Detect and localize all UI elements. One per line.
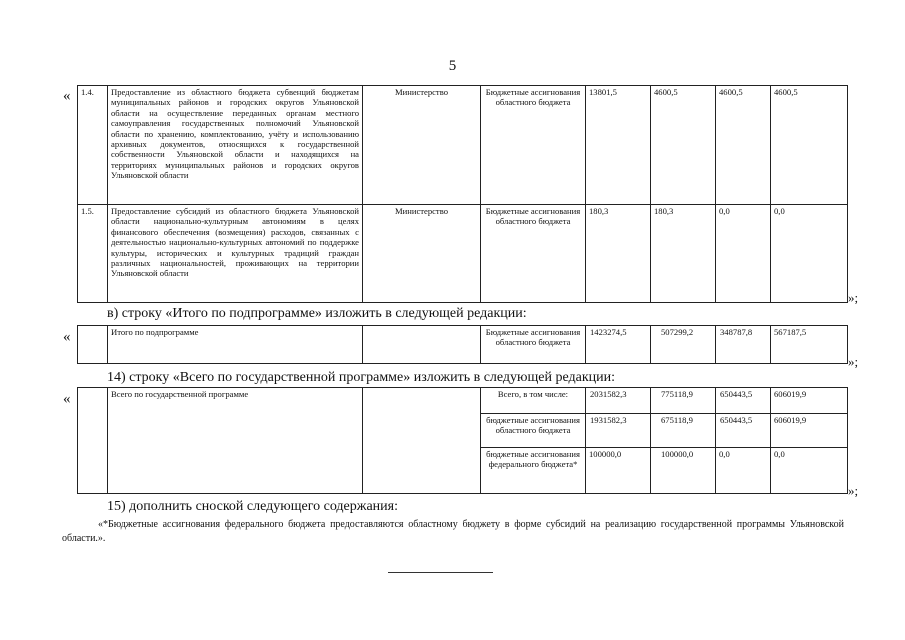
row-year1: 775118,9: [651, 388, 716, 414]
row-year3: 0,0: [771, 205, 848, 303]
row-label: Всего по государственной программе: [108, 388, 363, 494]
footnote-text: «*Бюджетные ассигнования федерального бюджета предоставляются областному бюджету в форме субсидий на реализацию государственной программы Ульяновской области.».: [62, 519, 844, 544]
row-year2: 0,0: [716, 205, 771, 303]
row-funding-source: Бюджетные ассигнования областного бюджета: [481, 205, 586, 303]
page-number: 5: [448, 58, 457, 74]
table-row: [78, 388, 848, 414]
row-funding-source: бюджетные ассигнования федерального бюджета*: [481, 448, 586, 494]
row-funding-source: Бюджетные ассигнования областного бюджета: [481, 326, 586, 364]
table-row: [78, 326, 848, 364]
row-total: 2031582,3: [586, 388, 651, 414]
close-mark-table1: »;: [848, 290, 859, 305]
row-funding-source: бюджетные ассигнования областного бюджета: [481, 414, 586, 448]
subprogram-total-table: [77, 325, 848, 364]
row-year2: 348787,8: [716, 326, 771, 364]
close-mark-table3: »;: [848, 483, 859, 498]
row-executor: Министерство: [363, 86, 481, 205]
row-year3: 4600,5: [771, 86, 848, 205]
instruction-subprogram-total: в) строку «Итого по подпрограмме» изложить в следующей редакции:: [107, 306, 527, 321]
row-funding-source: Всего, в том числе:: [481, 388, 586, 414]
row-description: Предоставление из областного бюджета субвенций бюджетам муниципальных районов и городских округов Ульяновской области на осуществление переданных органам местного самоуправления государственных полномочий Ульяновской области по хранению, комплектованию, учёту и использованию архивных документов, относящихся к государственной собственности Ульяновской области и находящихся на территориях муниципальных районов и городских округов Ульяновской области: [108, 86, 363, 205]
row-total: 13801,5: [586, 86, 651, 205]
row-year2: 650443,5: [716, 414, 771, 448]
row-funding-source: Бюджетные ассигнования областного бюджета: [481, 86, 586, 205]
open-quote-table2: «: [63, 329, 71, 345]
row-year1: 507299,2: [651, 326, 716, 364]
row-number: 1.4.: [78, 86, 108, 205]
instruction-program-total: 14) строку «Всего по государственной программе» изложить в следующей редакции:: [107, 370, 616, 385]
row-year1: 100000,0: [651, 448, 716, 494]
open-quote-table3: «: [63, 391, 71, 407]
row-description: Предоставление субсидий из областного бюджета Ульяновской области национально-культурным автономиям в целях финансового обеспечения (возмещения) расходов, связанных с деятельностью национально-культурных автономий по поддержке культуры, исторических и культурных традиций граждан различных национальностей, проживающих на территории Ульяновской области: [108, 205, 363, 303]
divider-line: [388, 572, 493, 573]
row-total: 100000,0: [586, 448, 651, 494]
row-number: 1.5.: [78, 205, 108, 303]
row-total: 1931582,3: [586, 414, 651, 448]
row-year1: 4600,5: [651, 86, 716, 205]
row-year2: 650443,5: [716, 388, 771, 414]
row-executor: Министерство: [363, 205, 481, 303]
row-year1: 675118,9: [651, 414, 716, 448]
row-year2: 4600,5: [716, 86, 771, 205]
close-mark-table2: »;: [848, 354, 859, 369]
row-total: 1423274,5: [586, 326, 651, 364]
row-year2: 0,0: [716, 448, 771, 494]
row-label: Итого по подпрограмме: [108, 326, 363, 364]
row-year1: 180,3: [651, 205, 716, 303]
row-total: 180,3: [586, 205, 651, 303]
row-year3: 606019,9: [771, 414, 848, 448]
instruction-add-footnote: 15) дополнить сноской следующего содержания:: [107, 499, 398, 514]
program-total-table: [77, 387, 848, 494]
table-row: [78, 205, 848, 303]
row-year3: 606019,9: [771, 388, 848, 414]
row-year3: 0,0: [771, 448, 848, 494]
open-quote-table1: «: [63, 88, 71, 104]
row-year3: 567187,5: [771, 326, 848, 364]
table-row: [78, 86, 848, 205]
program-items-table: [77, 85, 848, 303]
